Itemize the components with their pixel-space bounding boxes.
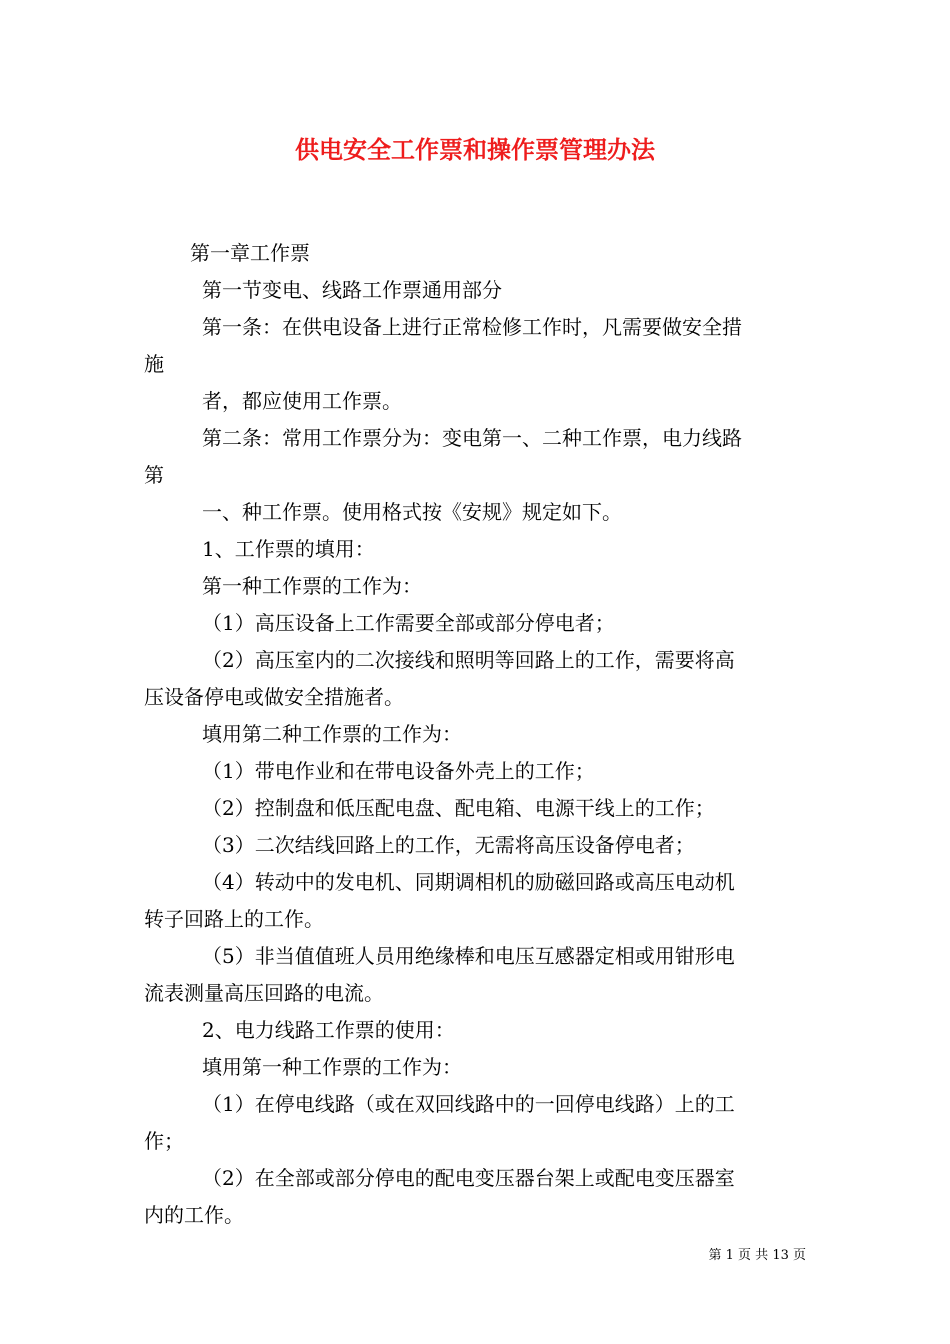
list-item: （3）二次结线回路上的工作，无需将高压设备停电者； xyxy=(202,833,695,857)
paragraph-line: 填用第二种工作票的工作为： xyxy=(202,722,462,746)
list-item-continuation: 转子回路上的工作。 xyxy=(144,907,324,931)
paragraph-line: 一、种工作票。使用格式按《安规》规定如下。 xyxy=(202,500,622,524)
list-item: （1）高压设备上工作需要全部或部分停电者； xyxy=(202,611,615,635)
page-number: 第 1 页 共 13 页 xyxy=(708,1248,806,1263)
paragraph-line: 2、电力线路工作票的使用： xyxy=(202,1018,455,1042)
document-title: 供电安全工作票和操作票管理办法 xyxy=(295,135,655,164)
paragraph-line: 填用第一种工作票的工作为： xyxy=(202,1055,462,1079)
list-item: （4）转动中的发电机、同期调相机的励磁回路或高压电动机 xyxy=(202,870,735,894)
list-item: （1）在停电线路（或在双回线路中的一回停电线路）上的工 xyxy=(202,1092,735,1116)
list-item: （5）非当值值班人员用绝缘棒和电压互感器定相或用钳形电 xyxy=(202,944,735,968)
chapter-heading: 第一章工作票 xyxy=(190,241,310,265)
list-item: （2）控制盘和低压配电盘、配电箱、电源干线上的工作； xyxy=(202,796,715,820)
list-item: （1）带电作业和在带电设备外壳上的工作； xyxy=(202,759,595,783)
list-item: （2）在全部或部分停电的配电变压器台架上或配电变压器室 xyxy=(202,1166,735,1190)
paragraph-line: 第二条：常用工作票分为：变电第一、二种工作票，电力线路 xyxy=(202,426,742,450)
list-item: （2）高压室内的二次接线和照明等回路上的工作，需要将高 xyxy=(202,648,735,672)
list-item-continuation: 压设备停电或做安全措施者。 xyxy=(144,685,404,709)
list-item-continuation: 内的工作。 xyxy=(144,1203,244,1227)
list-item-continuation: 作； xyxy=(144,1129,184,1153)
paragraph-line: 1、工作票的填用： xyxy=(202,537,375,561)
paragraph-line: 第一条：在供电设备上进行正常检修工作时，凡需要做安全措 xyxy=(202,315,742,339)
paragraph-line: 第 xyxy=(144,463,164,487)
paragraph-line: 施 xyxy=(144,352,164,376)
section-heading: 第一节变电、线路工作票通用部分 xyxy=(202,278,502,302)
paragraph-line: 第一种工作票的工作为： xyxy=(202,574,422,598)
list-item-continuation: 流表测量高压回路的电流。 xyxy=(144,981,384,1005)
paragraph-line: 者，都应使用工作票。 xyxy=(202,389,402,413)
